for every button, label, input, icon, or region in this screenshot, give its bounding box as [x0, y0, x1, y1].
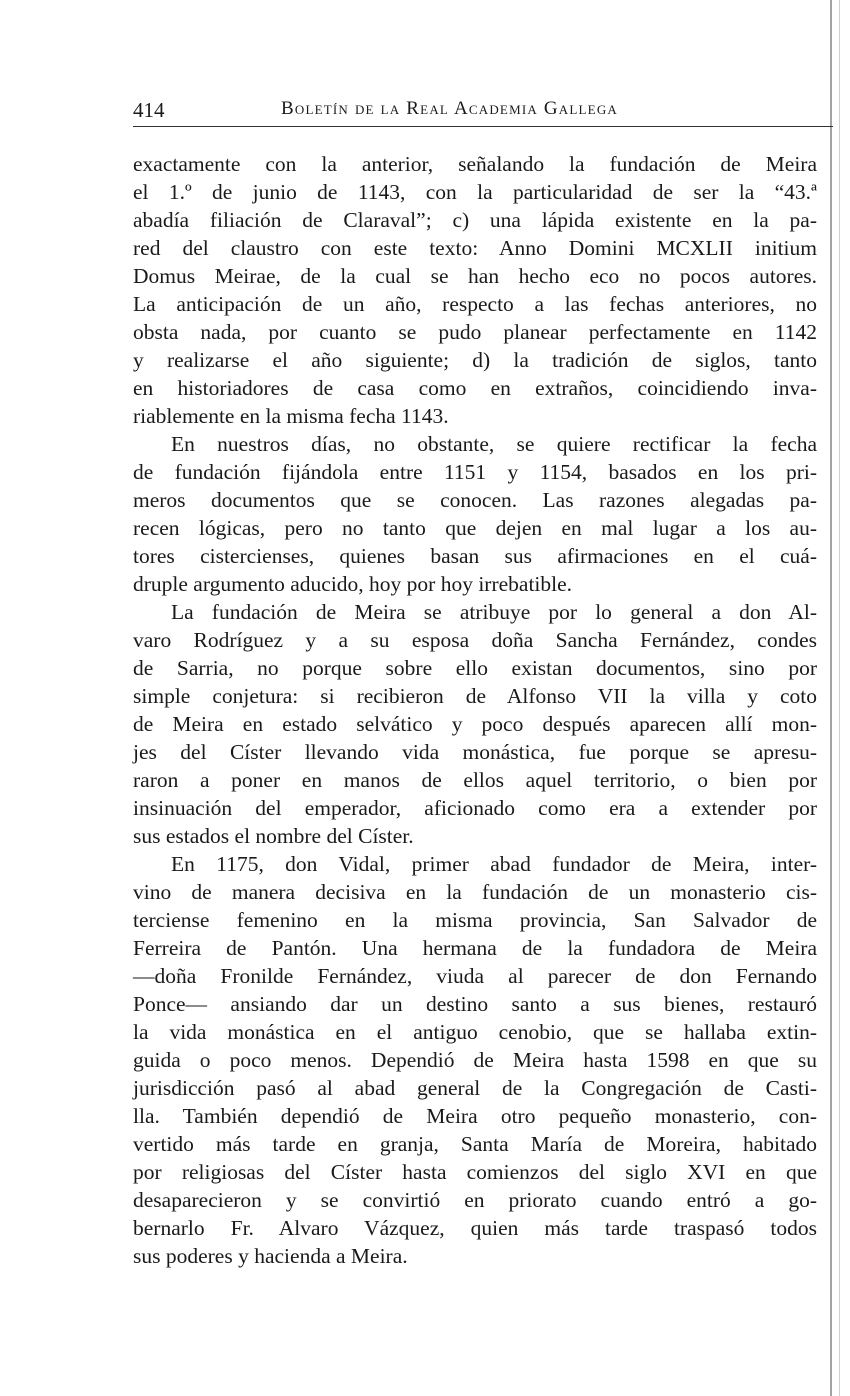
- text-line: lla. También dependió de Meira otro pequeño monasterio, con-: [133, 1104, 817, 1128]
- text-line: sus poderes y hacienda a Meira.: [133, 1244, 408, 1268]
- text-line: de fundación fijándola entre 1151 y 1154, basados en los pri-: [133, 460, 817, 484]
- text-line: vertido más tarde en granja, Santa María de Moreira, habitado: [133, 1132, 817, 1156]
- paragraph: [133, 150, 817, 430]
- text-line: por religiosas del Císter hasta comienzos del siglo XVI en que: [133, 1160, 817, 1184]
- text-line: raron a poner en manos de ellos aquel territorio, o bien por: [133, 768, 817, 792]
- text-line: recen lógicas, pero no tanto que dejen en mal lugar a los au-: [133, 516, 817, 540]
- text-line: En 1175, don Vidal, primer abad fundador de Meira, inter-: [171, 852, 817, 876]
- text-line: bernarlo Fr. Alvaro Vázquez, quien más tarde traspasó todos: [133, 1216, 817, 1240]
- text-line: Ferreira de Pantón. Una hermana de la fundadora de Meira: [133, 936, 817, 960]
- text-line: la vida monástica en el antiguo cenobio, que se hallaba extin-: [133, 1020, 817, 1044]
- text-line: simple conjetura: si recibieron de Alfonso VII la villa y coto: [133, 684, 817, 708]
- page-edge-line: [830, 0, 832, 1396]
- text-line: Ponce— ansiando dar un destino santo a sus bienes, restauró: [133, 992, 817, 1016]
- page-number: 414: [133, 98, 165, 122]
- text-line: meros documentos que se conocen. Las razones alegadas pa-: [133, 488, 817, 512]
- text-line: sus estados el nombre del Císter.: [133, 824, 414, 848]
- text-line: de Sarria, no porque sobre ello existan documentos, sino por: [133, 656, 817, 680]
- text-line: jes del Císter llevando vida monástica, fue porque se apresu-: [133, 740, 817, 764]
- text-line: tores cistercienses, quienes basan sus afirmaciones en el cuá-: [133, 544, 817, 568]
- text-line: varo Rodríguez y a su esposa doña Sancha Fernández, condes: [133, 628, 817, 652]
- text-line: druple argumento aducido, hoy por hoy irrebatible.: [133, 572, 573, 596]
- text-line: riablemente en la misma fecha 1143.: [133, 404, 449, 428]
- running-title: Boletín de la Real Academia Gallega: [281, 98, 618, 119]
- paragraph: [133, 430, 817, 598]
- text-line: terciense femenino en la misma provincia, San Salvador de: [133, 908, 817, 932]
- text-line: vino de manera decisiva en la fundación de un monasterio cis-: [133, 880, 817, 904]
- text-line: desaparecieron y se convirtió en priorato cuando entró a go-: [133, 1188, 817, 1212]
- page-header: [133, 96, 833, 127]
- text-line: jurisdicción pasó al abad general de la Congregación de Casti-: [133, 1076, 817, 1100]
- text-line: La anticipación de un año, respecto a las fechas anteriores, no: [133, 292, 817, 316]
- text-line: Domus Meirae, de la cual se han hecho eco no pocos autores.: [133, 264, 817, 288]
- page-edge-line-secondary: [839, 0, 840, 1396]
- text-line: abadía filiación de Claraval”; c) una lápida existente en la pa-: [133, 208, 817, 232]
- text-line: y realizarse el año siguiente; d) la tradición de siglos, tanto: [133, 348, 817, 372]
- text-line: insinuación del emperador, aficionado como era a extender por: [133, 796, 817, 820]
- text-line: En nuestros días, no obstante, se quiere rectificar la fecha: [171, 432, 817, 456]
- text-line: de Meira en estado selvático y poco después aparecen allí mon-: [133, 712, 817, 736]
- text-line: red del claustro con este texto: Anno Domini MCXLII initium: [133, 236, 817, 260]
- text-line: guida o poco menos. Dependió de Meira hasta 1598 en que su: [133, 1048, 817, 1072]
- text-line: en historiadores de casa como en extraños, coincidiendo inva-: [133, 376, 817, 400]
- text-line: obsta nada, por cuanto se pudo planear perfectamente en 1142: [133, 320, 817, 344]
- text-line: —doña Fronilde Fernández, viuda al parecer de don Fernando: [133, 964, 817, 988]
- paragraph: [133, 850, 817, 1270]
- text-line: exactamente con la anterior, señalando la fundación de Meira: [133, 152, 817, 176]
- paragraph: [133, 598, 817, 850]
- text-line: La fundación de Meira se atribuye por lo general a don Al-: [171, 600, 817, 624]
- text-line: el 1.º de junio de 1143, con la particularidad de ser la “43.ª: [133, 180, 817, 204]
- body-text: [133, 150, 817, 1270]
